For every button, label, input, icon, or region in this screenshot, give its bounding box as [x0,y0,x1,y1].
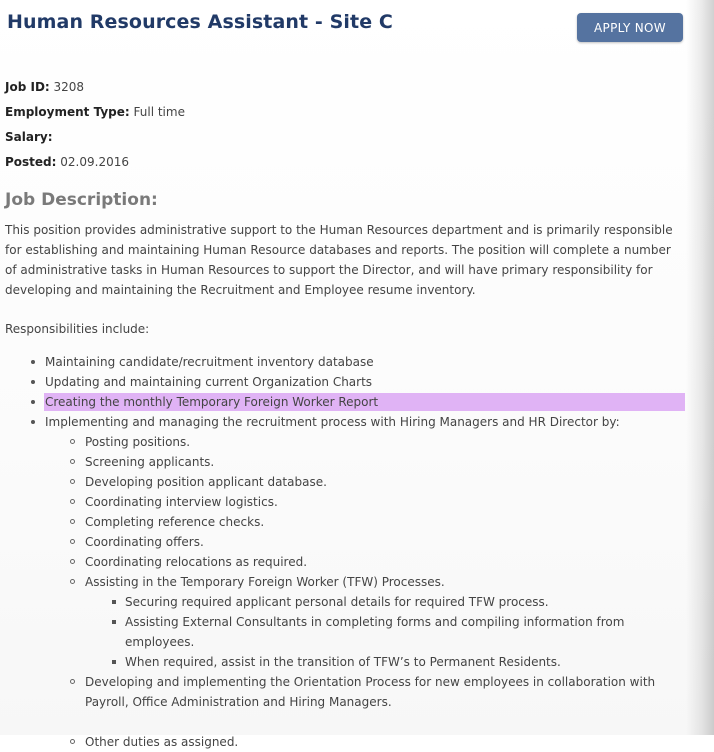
list-item-text: Implementing and managing the recruitment process with Hiring Managers and HR Director by: [45,415,620,429]
employment-type-label: Employment Type: [5,105,130,119]
list-item [0,352,690,372]
job-id-label: Job ID: [5,80,50,94]
list-item-text: Securing required applicant personal details for required TFW process. [125,595,549,609]
responsibilities-label: Responsibilities include: [5,322,150,336]
list-item [0,412,690,752]
list-item-text: Assisting in the Temporary Foreign Worker (TFW) Processes. [85,575,445,589]
list-item-text: Screening applicants. [85,455,215,469]
list-item-text: Completing reference checks. [85,515,265,529]
list-item [45,532,690,552]
list-item [45,492,690,512]
tfw-steps-list [85,592,690,672]
list-item [0,372,690,392]
list-item-text: When required, assist in the transition of TFW’s to Permanent Residents. [125,655,561,669]
job-title: Human Resources Assistant - Site C [7,11,393,33]
list-item [45,472,690,492]
job-meta [5,75,185,175]
responsibilities-list [0,352,690,752]
list-item [45,672,690,712]
list-item-text: Creating the monthly Temporary Foreign Worker Report [45,395,379,409]
job-description-text: This position provides administrative support to the Human Resources department and is primarily responsible for establishing and maintaining Human Resource databases and reports. The position will complete a number of administrative tasks in Human Resources to support the Director, and will have primary responsibility for developing and maintaining the Recruitment and Employee resume inventory. [5,223,673,297]
list-item-text: Coordinating offers. [85,535,204,549]
posted-label: Posted: [5,155,57,169]
list-item-text: Coordinating relocations as required. [85,555,308,569]
list-item-highlighted [0,392,690,412]
list-item-text: Posting positions. [85,435,191,449]
list-item-text: Maintaining candidate/recruitment inventory database [45,355,374,369]
list-item-text: Updating and maintaining current Organization Charts [45,375,373,389]
list-item [85,652,690,672]
posted-value: 02.09.2016 [60,155,129,169]
list-item [45,432,690,452]
list-item [45,512,690,532]
list-item [45,452,690,472]
list-item [45,552,690,572]
list-item [45,732,690,752]
list-item-text: Other duties as assigned. [85,735,239,749]
employment-type-value: Full time [133,105,185,119]
salary-label: Salary: [5,130,53,144]
spacer [45,712,690,732]
recruitment-steps-list [45,432,690,752]
employment-type-row [5,100,185,125]
list-item-text: Developing position applicant database. [85,475,327,489]
posted-row [5,150,185,175]
list-item-text: Developing and implementing the Orientation Process for new employees in collaboration with Payroll, Office Administration and Hiring Managers. [85,675,656,709]
salary-row [5,125,185,150]
list-item [45,572,690,672]
job-description-heading: Job Description: [5,190,158,210]
list-item [85,592,690,612]
apply-now-button[interactable]: APPLY NOW [577,13,683,42]
list-item-text: Assisting External Consultants in completing forms and compiling information from employees. [125,615,625,649]
page-edge-shadow [686,0,714,735]
list-item-text: Coordinating interview logistics. [85,495,278,509]
job-id-row [5,75,185,100]
job-id-value: 3208 [53,80,85,94]
list-item [85,612,690,652]
